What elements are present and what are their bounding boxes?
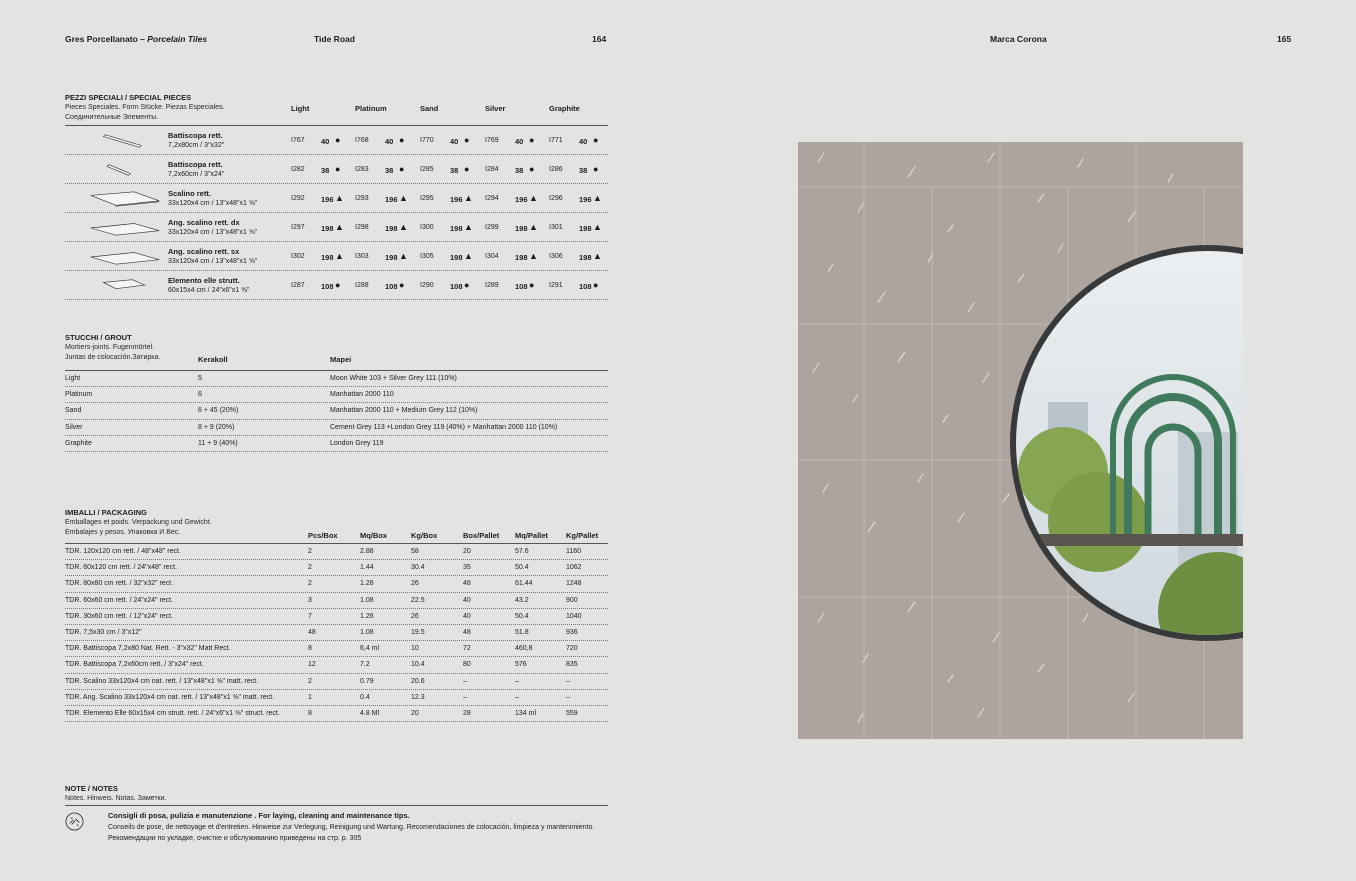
- special-pieces-sub2: Соединительные Элементы.: [65, 114, 159, 121]
- circle-symbol-icon: ●: [593, 135, 599, 145]
- series-title: Tide Road: [314, 34, 355, 44]
- packaging-value: –: [463, 693, 467, 701]
- packaging-row: [65, 706, 608, 722]
- piece-code: I285: [420, 166, 434, 173]
- packaging-row: [65, 625, 608, 641]
- piece-code: I306: [549, 253, 563, 260]
- grout-section: [65, 333, 608, 452]
- piece-code: I300: [420, 224, 434, 231]
- packaging-value: 51.8: [515, 628, 529, 636]
- piece-name: Battiscopa rett.: [168, 160, 223, 169]
- piece-code: I282: [291, 166, 305, 173]
- piece-code: I298: [355, 224, 369, 231]
- packaging-value: 12.3: [411, 693, 425, 701]
- piece-qty: 40: [321, 137, 330, 146]
- packaging-value: 1: [308, 693, 312, 701]
- notes-section: [65, 784, 608, 842]
- special-piece-row: [65, 184, 608, 213]
- grout-mapei: Cement Grey 113 +London Grey 119 (40%) + Manhattan 2000 110 (10%): [330, 423, 558, 431]
- packaging-desc: TDR. 30x60 cm rett. / 12"x24" rect.: [65, 612, 174, 620]
- piece-qty: 196: [450, 195, 463, 204]
- packaging-value: –: [515, 677, 519, 685]
- grout-row: [65, 420, 608, 436]
- piece-qty: 198: [321, 224, 334, 233]
- packaging-value: 6,4 ml: [360, 645, 380, 653]
- piece-name: Ang. scalino rett. dx: [168, 218, 240, 227]
- grout-color: Sand: [65, 407, 82, 415]
- piece-qty: 38: [385, 166, 394, 175]
- packaging-value: 30.4: [411, 564, 425, 572]
- grout-color: Light: [65, 375, 81, 382]
- special-pieces-sub1: Pieces Speciales. Form Stücke. Piezas Especiales.: [65, 104, 225, 111]
- grout-mapei: Manhattan 2000 110 + Medium Grey 112 (10%): [330, 407, 478, 415]
- grout-rows: [65, 371, 608, 452]
- packaging-value: 80: [463, 661, 471, 669]
- packaging-section: [65, 508, 608, 722]
- packaging-header: [65, 508, 608, 544]
- piece-code: I286: [549, 166, 563, 173]
- piece-code: I289: [485, 282, 499, 289]
- piece-code: I297: [291, 224, 305, 231]
- column-pcs-box: Pcs/Box: [308, 531, 338, 540]
- piece-name: Ang. scalino rett. sx: [168, 247, 240, 256]
- triangle-symbol-icon: ▲: [529, 251, 538, 261]
- packaging-value: –: [566, 693, 570, 701]
- circle-symbol-icon: ●: [593, 164, 599, 174]
- piece-code: I283: [355, 166, 369, 173]
- piece-size: 60x15x4 cm / 24"x6"x1 ⅝": [168, 287, 250, 294]
- packaging-value: 72: [463, 645, 471, 653]
- packaging-desc: TDR. 80x80 cm rett. / 32"x32" rect.: [65, 580, 174, 588]
- packaging-rows: [65, 544, 608, 722]
- notes-tip: Consigli di posa, pulizia e manutenzione . For laying, cleaning and maintenance tips.: [108, 811, 410, 820]
- packaging-value: 2.88: [360, 548, 374, 555]
- packaging-desc: TDR. 60x120 cm rett. / 24"x48" rect.: [65, 564, 177, 572]
- grout-color: Silver: [65, 423, 83, 431]
- piece-qty: 198: [515, 224, 528, 233]
- circle-symbol-icon: ●: [335, 164, 341, 174]
- packaging-value: 20: [411, 709, 419, 717]
- special-piece-row: [65, 213, 608, 242]
- brand-header: Gres Porcellanato – Porcelain Tiles: [65, 34, 208, 44]
- piece-qty: 198: [450, 253, 463, 262]
- piece-code: I302: [291, 253, 305, 260]
- packaging-sub1: Emballages et poids. Verpackung und Gewicht.: [65, 519, 212, 526]
- triangle-symbol-icon: ▲: [399, 193, 408, 203]
- piece-qty: 108: [579, 282, 592, 291]
- grout-mapei: London Grey 119: [330, 439, 384, 447]
- grout-header: [65, 333, 608, 371]
- grout-kerakoll: 6: [198, 391, 202, 399]
- circle-symbol-icon: ●: [464, 135, 470, 145]
- triangle-symbol-icon: ▲: [464, 251, 473, 261]
- piece-code: I290: [420, 282, 434, 289]
- piece-drawing-step-corner: [85, 219, 165, 237]
- packaging-value: 1062: [566, 564, 582, 572]
- packaging-value: 936: [566, 628, 578, 636]
- packaging-value: 43.2: [515, 596, 529, 604]
- circle-symbol-icon: ●: [335, 135, 341, 145]
- column-silver: Silver: [485, 104, 506, 113]
- piece-qty: 108: [515, 282, 528, 291]
- tools-icon: [65, 812, 84, 831]
- piece-qty: 38: [321, 166, 330, 175]
- piece-qty: 108: [385, 282, 398, 291]
- packaging-desc: TDR. Elemento Elle 60x15x4 cm strutt. rett. / 24"x6"x1 ⅝" struct. rect.: [65, 709, 280, 717]
- tile-wall-illustration: [798, 142, 1243, 739]
- piece-qty: 40: [450, 137, 459, 146]
- packaging-value: 26: [411, 612, 419, 620]
- packaging-value: 4.8 Ml: [360, 709, 380, 717]
- piece-code: I292: [291, 195, 305, 202]
- piece-code: I769: [485, 137, 499, 144]
- triangle-symbol-icon: ▲: [399, 222, 408, 232]
- packaging-value: 1248: [566, 580, 582, 588]
- packaging-value: 8: [308, 709, 312, 717]
- triangle-symbol-icon: ▲: [335, 251, 344, 261]
- packaging-desc: TDR. Scalino 33x120x4 cm nat. rett. / 13"x48"x1 ⅝" matt. rect.: [65, 677, 259, 685]
- grout-kerakoll: 6 + 45 (20%): [198, 407, 239, 415]
- special-pieces-rows: [65, 126, 608, 300]
- piece-qty: 198: [515, 253, 528, 262]
- piece-qty: 196: [321, 195, 334, 204]
- column-light: Light: [291, 104, 310, 113]
- packaging-desc: TDR. Battiscopa 7,2x60cm rett. / 3"x24" rect.: [65, 661, 204, 669]
- column-kg-box: Kg/Box: [411, 531, 438, 540]
- grout-color: Graphite: [65, 439, 92, 447]
- packaging-value: 2: [308, 677, 312, 685]
- packaging-value: 460,8: [515, 645, 533, 653]
- packaging-value: 48: [463, 628, 471, 636]
- packaging-value: 8: [308, 645, 312, 653]
- page-number-left: 164: [592, 34, 607, 44]
- triangle-symbol-icon: ▲: [593, 251, 602, 261]
- packaging-desc: TDR. 60x60 cm rett. / 24"x24" rect.: [65, 596, 174, 604]
- packaging-value: 900: [566, 596, 578, 604]
- piece-size: 7,2x60cm / 3"x24": [168, 171, 225, 178]
- packaging-desc: TDR. 7,5x30 cm / 3"x12": [65, 628, 142, 636]
- packaging-value: 835: [566, 661, 578, 669]
- piece-qty: 196: [579, 195, 592, 204]
- piece-qty: 38: [515, 166, 524, 175]
- packaging-value: 35: [463, 564, 471, 572]
- packaging-value: 1.08: [360, 628, 374, 636]
- packaging-value: 48: [308, 628, 316, 636]
- packaging-value: 0.4: [360, 693, 370, 701]
- packaging-row: [65, 609, 608, 625]
- piece-qty: 198: [385, 253, 398, 262]
- packaging-value: 1.08: [360, 596, 374, 604]
- piece-qty: 198: [450, 224, 463, 233]
- packaging-desc: TDR. Ang. Scalino 33x120x4 cm nat. rett. / 13"x48"x1 ⅝" matt. rect.: [65, 693, 274, 701]
- piece-drawing-elle: [85, 277, 165, 295]
- grout-row: [65, 387, 608, 403]
- notes-title: NOTE / NOTES: [65, 784, 118, 793]
- packaging-value: 58: [411, 548, 419, 555]
- packaging-value: 48: [463, 580, 471, 588]
- piece-size: 33x120x4 cm / 13"x48"x1 ⅝": [168, 258, 258, 265]
- brand-name: Gres Porcellanato: [65, 34, 138, 44]
- packaging-value: 50.4: [515, 564, 529, 572]
- packaging-value: 40: [463, 596, 471, 604]
- circle-symbol-icon: ●: [399, 135, 405, 145]
- notes-body: Conseils de pose, de nettoyage et d'entretien. Hinweise zur Verlegung, Reinigung und Wartung. Recomendaciones de colocación, limpieza y mantenimiento. Рекомендации по укладке, очистке и обслуживанию приведены на стр. p. 305: [108, 824, 595, 842]
- piece-code: I296: [549, 195, 563, 202]
- packaging-value: 7.2: [360, 661, 370, 669]
- triangle-symbol-icon: ▲: [335, 193, 344, 203]
- special-pieces-header: [65, 93, 608, 126]
- packaging-sub2: Embalajes y pesos. Упаковка И Вес.: [65, 529, 181, 536]
- packaging-value: 2: [308, 580, 312, 588]
- piece-name: Battiscopa rett.: [168, 131, 223, 140]
- packaging-value: –: [566, 677, 570, 685]
- piece-size: 33x120x4 cm / 13"x48"x1 ⅝": [168, 229, 258, 236]
- grout-kerakoll: 8 + 9 (20%): [198, 423, 235, 431]
- circle-symbol-icon: ●: [335, 280, 341, 290]
- circle-symbol-icon: ●: [399, 280, 405, 290]
- triangle-symbol-icon: ▲: [593, 193, 602, 203]
- piece-code: I287: [291, 282, 305, 289]
- packaging-row: [65, 657, 608, 673]
- piece-qty: 40: [385, 137, 394, 146]
- packaging-value: 2: [308, 564, 312, 572]
- packaging-value: 1160: [566, 548, 582, 555]
- packaging-value: 12: [308, 661, 316, 669]
- packaging-value: 22.5: [411, 596, 425, 604]
- piece-qty: 38: [579, 166, 588, 175]
- piece-name: Scalino rett.: [168, 189, 211, 198]
- packaging-value: 57.6: [515, 548, 529, 555]
- piece-drawing-skirting-long: [85, 132, 165, 150]
- packaging-value: 720: [566, 645, 578, 653]
- piece-code: I291: [549, 282, 563, 289]
- special-pieces-title: PEZZI SPECIALI / SPECIAL PIECES: [65, 93, 192, 102]
- grout-sub2: Juntas de colocación.Затирка.: [65, 354, 161, 361]
- packaging-value: 1.44: [360, 564, 374, 572]
- circle-symbol-icon: ●: [399, 164, 405, 174]
- notes-header: [65, 784, 608, 806]
- grout-row: [65, 403, 608, 419]
- circle-symbol-icon: ●: [529, 164, 535, 174]
- piece-qty: 108: [450, 282, 463, 291]
- packaging-value: 20.6: [411, 677, 425, 685]
- grout-mapei: Manhattan 2000 110: [330, 391, 394, 399]
- column-mapei: Mapei: [330, 355, 352, 364]
- piece-code: I771: [549, 137, 563, 144]
- packaging-value: 50.4: [515, 612, 529, 620]
- packaging-value: 10: [411, 645, 419, 653]
- packaging-row: [65, 560, 608, 576]
- piece-qty: 198: [385, 224, 398, 233]
- piece-code: I305: [420, 253, 434, 260]
- packaging-desc: TDR. 120x120 cm rett. / 48"x48" rect.: [65, 548, 181, 555]
- column-mq-box: Mq/Box: [360, 531, 388, 540]
- piece-name: Elemento elle strutt.: [168, 276, 240, 285]
- packaging-value: 61.44: [515, 580, 533, 588]
- circle-symbol-icon: ●: [529, 135, 535, 145]
- piece-code: I293: [355, 195, 369, 202]
- piece-code: I303: [355, 253, 369, 260]
- packaging-title: IMBALLI / PACKAGING: [65, 508, 147, 517]
- circle-symbol-icon: ●: [593, 280, 599, 290]
- packaging-desc: TDR. Battiscopa 7,2x80 Nat. Rett. - 3"x32" Matt Rect.: [65, 645, 231, 653]
- grout-kerakoll: 11 + 9 (40%): [198, 439, 238, 447]
- special-piece-row: [65, 155, 608, 184]
- column-graphite: Graphite: [549, 104, 580, 113]
- packaging-value: 1.26: [360, 612, 374, 620]
- packaging-value: 40: [463, 612, 471, 620]
- piece-drawing-skirting-short: [85, 161, 165, 179]
- piece-qty: 40: [515, 137, 524, 146]
- packaging-value: –: [463, 677, 467, 685]
- circle-symbol-icon: ●: [464, 280, 470, 290]
- piece-code: I288: [355, 282, 369, 289]
- special-piece-row: [65, 242, 608, 271]
- piece-qty: 198: [579, 224, 592, 233]
- piece-code: I770: [420, 137, 434, 144]
- product-photo: [798, 142, 1243, 739]
- special-piece-row: [65, 271, 608, 300]
- piece-drawing-step: [85, 190, 165, 208]
- piece-code: I294: [485, 195, 499, 202]
- triangle-symbol-icon: ▲: [464, 222, 473, 232]
- triangle-symbol-icon: ▲: [593, 222, 602, 232]
- triangle-symbol-icon: ▲: [399, 251, 408, 261]
- piece-code: I304: [485, 253, 499, 260]
- column-box-pallet: Box/Pallet: [463, 531, 500, 540]
- grout-row: [65, 371, 608, 387]
- packaging-row: [65, 641, 608, 657]
- packaging-row: [65, 544, 608, 560]
- column-kerakoll: Kerakoll: [198, 355, 228, 364]
- page-number-right: 165: [1277, 34, 1292, 44]
- grout-row: [65, 436, 608, 452]
- packaging-row: [65, 576, 608, 592]
- piece-qty: 198: [579, 253, 592, 262]
- packaging-value: 10.4: [411, 661, 425, 669]
- piece-code: I295: [420, 195, 434, 202]
- grout-mapei: Moon White 103 + Silver Grey 111 (10%): [330, 375, 457, 382]
- piece-code: I301: [549, 224, 563, 231]
- column-sand: Sand: [420, 104, 439, 113]
- piece-code: I768: [355, 137, 369, 144]
- grout-kerakoll: 5: [198, 375, 202, 382]
- packaging-value: 559: [566, 709, 578, 717]
- grout-sub1: Mortiers-joints. Fugenmörtel.: [65, 344, 155, 351]
- right-brand: Marca Corona: [990, 34, 1047, 44]
- triangle-symbol-icon: ▲: [529, 222, 538, 232]
- piece-code: I299: [485, 224, 499, 231]
- packaging-row: [65, 690, 608, 706]
- piece-qty: 38: [450, 166, 459, 175]
- circle-symbol-icon: ●: [529, 280, 535, 290]
- column-platinum: Platinum: [355, 104, 387, 113]
- piece-size: 33x120x4 cm / 13"x48"x1 ⅝": [168, 200, 258, 207]
- packaging-value: 19.5: [411, 628, 425, 636]
- triangle-symbol-icon: ▲: [464, 193, 473, 203]
- packaging-value: 0.79: [360, 677, 374, 685]
- packaging-value: 20: [463, 548, 471, 555]
- column-kg-pallet: Kg/Pallet: [566, 531, 599, 540]
- special-piece-row: [65, 126, 608, 155]
- piece-size: 7,2x80cm / 3"x32": [168, 142, 225, 149]
- piece-qty: 108: [321, 282, 334, 291]
- packaging-value: 2: [308, 548, 312, 555]
- packaging-value: 134 ml: [515, 709, 537, 717]
- packaging-value: 576: [515, 661, 527, 669]
- column-mq-pallet: Mq/Pallet: [515, 531, 548, 540]
- piece-qty: 198: [321, 253, 334, 262]
- brand-italic: Porcelain Tiles: [147, 34, 208, 44]
- piece-qty: 196: [515, 195, 528, 204]
- packaging-value: 1040: [566, 612, 582, 620]
- circle-symbol-icon: ●: [464, 164, 470, 174]
- piece-qty: 196: [385, 195, 398, 204]
- packaging-row: [65, 593, 608, 609]
- packaging-value: 3: [308, 596, 312, 604]
- triangle-symbol-icon: ▲: [335, 222, 344, 232]
- piece-code: I284: [485, 166, 499, 173]
- piece-code: I767: [291, 137, 305, 144]
- notes-sub: Notes. Hinweis. Notas. Заметки.: [65, 795, 167, 802]
- grout-title: STUCCHI / GROUT: [65, 333, 132, 342]
- packaging-value: 28: [463, 709, 471, 717]
- packaging-row: [65, 674, 608, 690]
- packaging-value: –: [515, 693, 519, 701]
- piece-qty: 40: [579, 137, 588, 146]
- piece-drawing-step-corner: [85, 248, 165, 266]
- grout-color: Platinum: [65, 391, 93, 399]
- triangle-symbol-icon: ▲: [529, 193, 538, 203]
- packaging-value: 7: [308, 612, 312, 620]
- packaging-value: 26: [411, 580, 419, 588]
- packaging-value: 1.28: [360, 580, 374, 588]
- special-pieces-section: [65, 93, 608, 300]
